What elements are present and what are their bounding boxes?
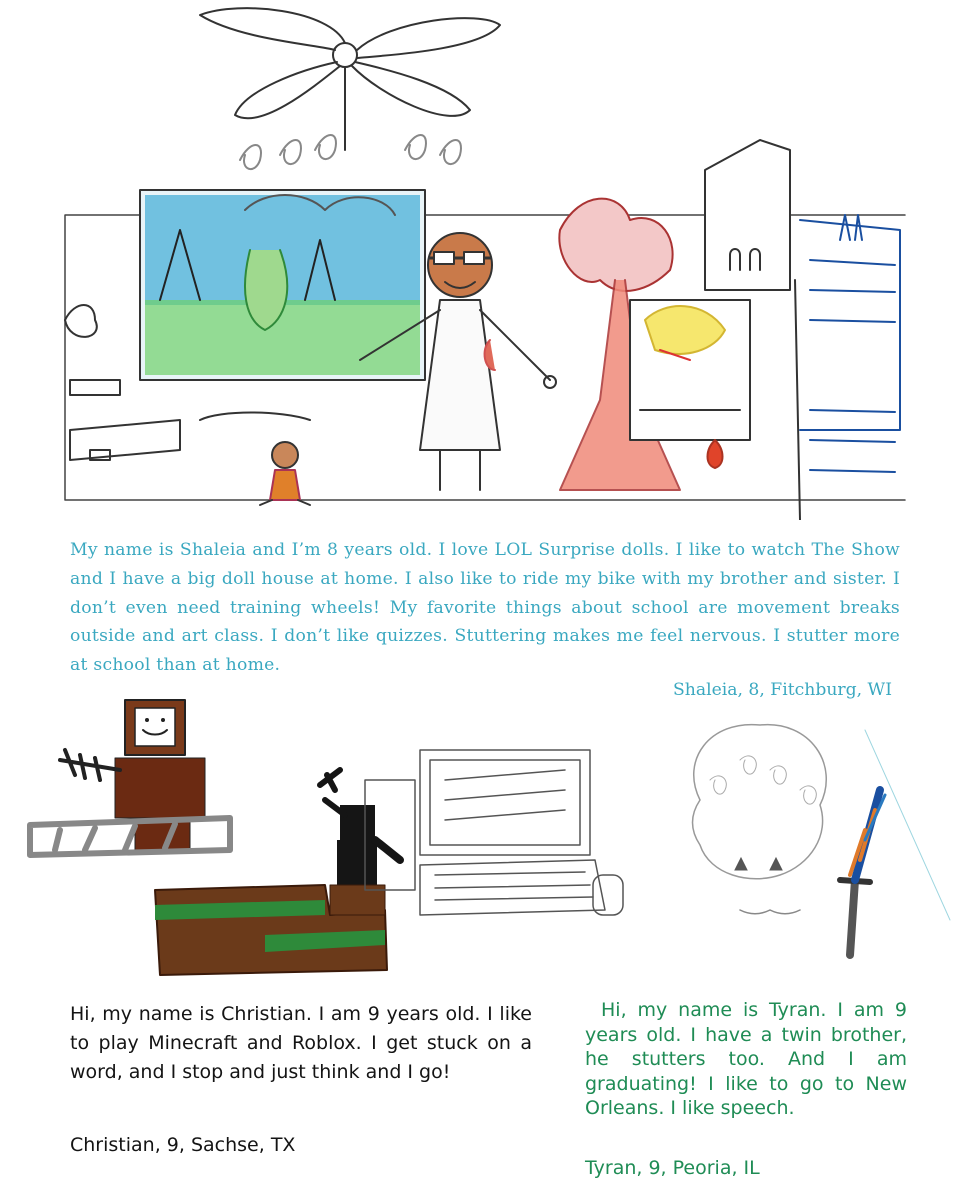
christian-signature: Christian, 9, Sachse, TX: [70, 1134, 296, 1156]
christian-drawing: [25, 690, 645, 990]
shaleia-signature: Shaleia, 8, Fitchburg, WI: [673, 680, 892, 700]
tyran-story-text: Hi, my name is Tyran. I am 9 years old. I have a twin brother, he stutters too. And I am graduating! I like to go to New Orleans. I like speech.: [585, 999, 907, 1119]
platform-drawing: [30, 818, 230, 855]
tyran-signature: Tyran, 9, Peoria, IL: [585, 1157, 760, 1179]
ninja-figure-drawing: [320, 770, 400, 885]
computer-drawing: [365, 750, 623, 915]
tyran-drawing: [670, 720, 955, 980]
ground-block-drawing: [155, 885, 387, 975]
shaleia-story-text: My name is Shaleia and I’m 8 years old. I love LOL Surprise dolls. I like to watch The Show and I have a big doll house at home. I also like to ride my bike with my brother and sister. I don’t even need training wheels! My favorite things about school are movement breaks outside and art class. I don’t like quizzes. Stuttering makes me feel nervous. I stutter more at school than at home.: [70, 540, 900, 676]
shaleia-drawing: [60, 0, 910, 520]
sword-drawing: [840, 790, 885, 955]
self-portrait-drawing: [693, 725, 827, 914]
aquarium-drawing: [140, 190, 425, 380]
child-figure-drawing: [260, 442, 310, 505]
ceiling-fan-drawing: [200, 8, 500, 169]
christian-story-text: Hi, my name is Christian. I am 9 years old. I like to play Minecraft and Roblox. I get stuck on a word, and I stop and just think and I go!: [70, 1003, 532, 1083]
